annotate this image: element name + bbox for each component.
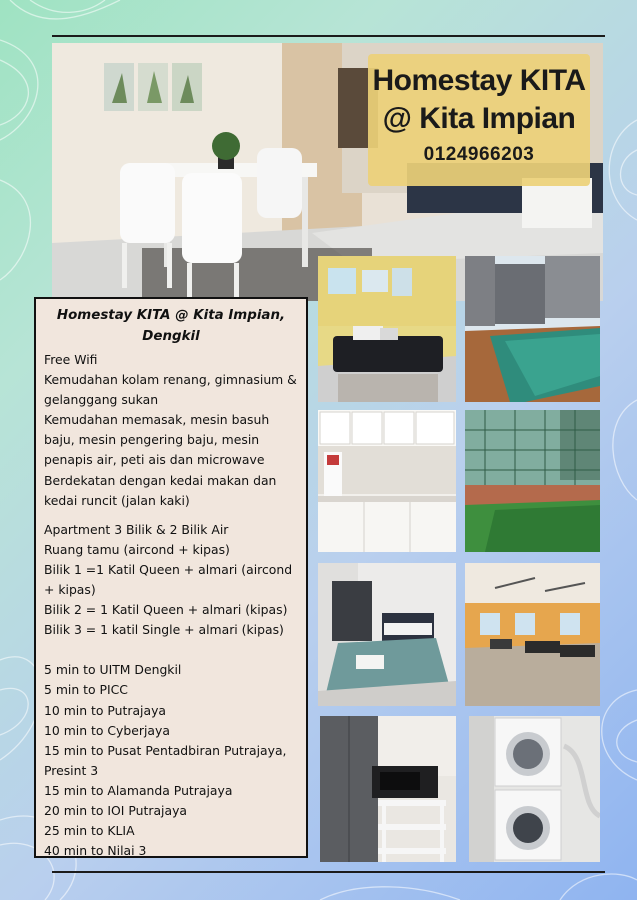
- bottom-divider: [52, 871, 605, 873]
- facility-item: Kemudahan kolam renang, gimnasium & gelanggang sukan: [44, 372, 297, 408]
- photo-swimming-pool: [465, 256, 600, 402]
- room-item: Apartment 3 Bilik & 2 Bilik Air: [44, 521, 229, 537]
- distance-item: 10 min to Putrajaya: [44, 702, 167, 718]
- facility-item: Kemudahan memasak, mesin basuh baju, mesin pengering baju, mesin penapis air, peti ais dan microwave: [44, 412, 270, 468]
- facility-item: Berdekatan dengan kedai makan dan kedai runcit (jalan kaki): [44, 472, 277, 508]
- room-item: Bilik 3 = 1 katil Single + almari (kipas): [44, 622, 284, 638]
- distance-item: 15 min to Alamanda Putrajaya: [44, 782, 233, 798]
- info-heading: Homestay KITA @ Kita Impian, Dengkil: [56, 308, 286, 344]
- photo-living-room-sofa: [318, 256, 456, 402]
- title-badge: [368, 54, 590, 186]
- distance-item: 5 min to PICC: [44, 682, 128, 698]
- room-item: Bilik 1 =1 Katil Queen + almari (aircond + kipas): [44, 561, 293, 598]
- distance-item: 10 min to Cyberjaya: [44, 722, 170, 738]
- phone-number: 0124966203: [423, 144, 535, 165]
- photo-sports-court: [465, 410, 600, 552]
- photo-bedroom: [318, 563, 456, 706]
- room-item: Ruang tamu (aircond + kipas): [44, 541, 230, 557]
- distance-item: 20 min to IOI Putrajaya: [44, 802, 188, 818]
- distance-item: 25 min to KLIA: [44, 823, 135, 839]
- room-item: Bilik 2 = 1 Katil Queen + almari (kipas): [44, 602, 288, 618]
- distance-item: 40 min to Nilai 3: [44, 843, 147, 859]
- distance-item: 15 min to Pusat Pentadbiran Putrajaya, Presint 3: [44, 742, 287, 778]
- photo-washer-dryer: [469, 716, 600, 862]
- info-box: [34, 297, 308, 858]
- facility-item: Free Wifi: [44, 352, 98, 367]
- photo-fridge-microwave: [320, 716, 456, 862]
- photo-kitchen: [318, 410, 456, 552]
- distance-item: 5 min to UITM Dengkil: [44, 662, 182, 678]
- homestay-title: Homestay KITA @ Kita Impian: [372, 64, 586, 135]
- top-divider: [52, 35, 605, 37]
- photo-gym: [465, 563, 600, 706]
